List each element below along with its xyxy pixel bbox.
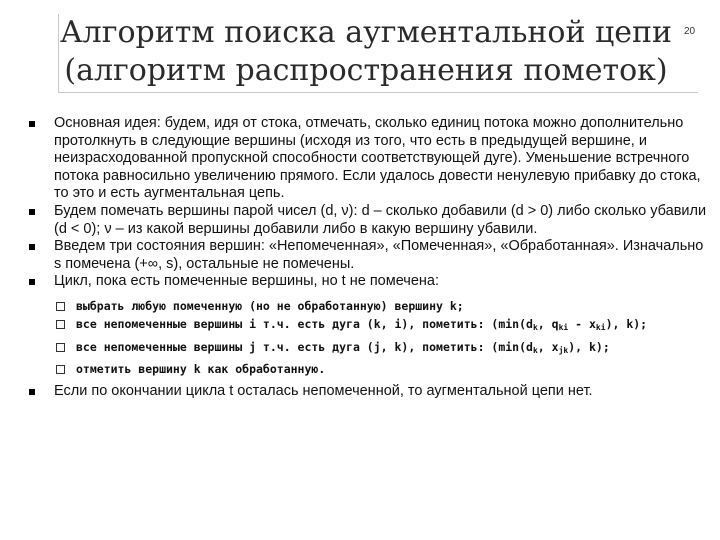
subscript: k bbox=[532, 345, 538, 355]
square-bullet-icon bbox=[29, 389, 35, 395]
bullet-text: Введем три состояния вершин: «Непомеченная», «Помеченная», «Обработанная». Изначально s помечена (+∞, s), остальные не помечены. bbox=[54, 238, 704, 272]
bullet-text: Основная идея: будем, идя от стока, отмечать, сколько единиц потока можно дополнительно протолкнуть в следующие вершины (исходя из того, что есть в предыдущей вершине, и неизрасходованной пропускной способности соответствующей дуге). Уменьшение встречного потока равносильно увеличению прямого. Если удалось довести ненулевую прибавку до стока, то это и есть аугментальная цепь. bbox=[54, 115, 701, 202]
slide-title-line-1: Алгоритм поиска аугментальной цепи bbox=[59, 15, 673, 50]
square-bullet-icon bbox=[29, 121, 35, 127]
hollow-square-bullet-icon bbox=[56, 302, 65, 311]
bullet-item-labels bbox=[24, 203, 714, 238]
bullet-text: Если по окончании цикла t осталась непомеченной, то аугментальной цепи нет. bbox=[54, 382, 593, 399]
loop-step-text: отметить вершину k как обработанную. bbox=[76, 362, 326, 377]
loop-step-text: выбрать любую помеченную (но не обработанную) вершину k; bbox=[76, 298, 464, 313]
subscript: k bbox=[532, 323, 538, 333]
loop-step-text: все непомеченные вершины j т.ч. есть дуга (j, k), пометить: (min(d bbox=[76, 339, 533, 354]
square-bullet-icon bbox=[29, 244, 35, 250]
page-number: 20 bbox=[684, 26, 696, 37]
bullet-item-conclusion bbox=[24, 383, 714, 401]
hollow-square-bullet-icon bbox=[56, 320, 65, 329]
hollow-square-bullet-icon bbox=[56, 365, 65, 374]
square-bullet-icon bbox=[29, 279, 35, 285]
loop-steps-list bbox=[24, 297, 714, 379]
loop-step-text: все непомеченные вершины i т.ч. есть дуга (k, i), пометить: (min(d bbox=[76, 317, 533, 332]
loop-step-backward-arcs bbox=[54, 338, 714, 361]
bullet-item-main-idea bbox=[24, 115, 714, 203]
bullet-text: Цикл, пока есть помеченные вершины, но t не помечена: bbox=[54, 273, 440, 290]
bullet-item-states bbox=[24, 238, 714, 273]
square-bullet-icon bbox=[29, 209, 35, 215]
bullet-text: Будем помечать вершины парой чисел (d, ν): d – сколько добавили (d > 0) либо сколько убавили (d < 0); ν – из какой вершины добавили либо в какую вершину убавили. bbox=[54, 202, 707, 237]
loop-step-text: , x bbox=[537, 339, 559, 354]
subscript: ki bbox=[595, 323, 606, 333]
bullet-item-loop bbox=[24, 273, 714, 291]
subscript: jk bbox=[558, 345, 569, 355]
loop-step-select bbox=[54, 297, 714, 316]
loop-step-forward-arcs bbox=[54, 315, 714, 338]
loop-step-mark-processed bbox=[54, 360, 714, 379]
bullet-list bbox=[24, 115, 714, 401]
subscript: ki bbox=[558, 323, 569, 333]
loop-step-text: ), k); bbox=[568, 339, 610, 354]
loop-step-text: - x bbox=[568, 317, 596, 332]
loop-step-text: , q bbox=[537, 317, 559, 332]
loop-step-text: ), k); bbox=[605, 317, 648, 332]
hollow-square-bullet-icon bbox=[56, 343, 65, 352]
slide-title bbox=[56, 14, 676, 90]
slide-title-line-2: (алгоритм распространения пометок) bbox=[64, 53, 668, 88]
title-horizontal-rule bbox=[58, 92, 698, 93]
